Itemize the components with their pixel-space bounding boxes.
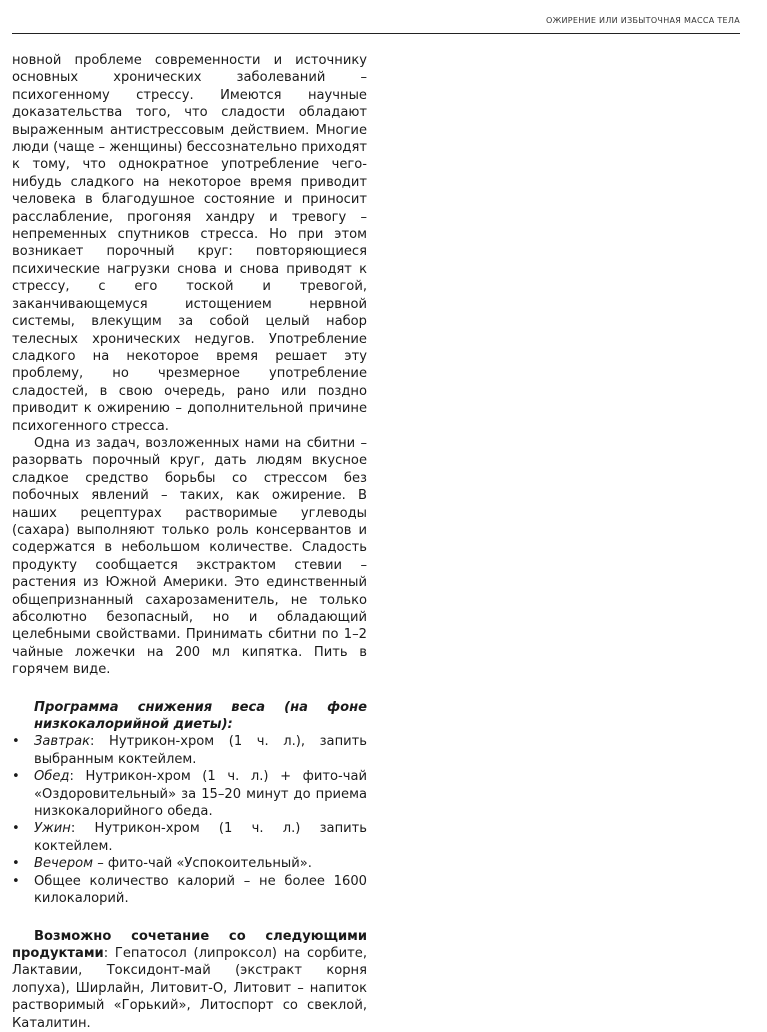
item-label: Вечером	[34, 856, 94, 872]
program-item-breakfast	[12, 733, 367, 768]
text-column	[12, 52, 367, 1032]
header-rule	[12, 33, 740, 34]
item-label: Завтрак	[34, 734, 91, 750]
running-head: ОЖИРЕНИЕ ИЛИ ИЗБЫТОЧНАЯ МАССА ТЕЛА	[545, 16, 740, 25]
combination-title: Возможно сочетание со следующими продуктами	[12, 928, 367, 961]
program-title: Программа снижения веса (на фоне низкокалорийной диеты):	[34, 699, 367, 733]
item-text: Общее количество калорий – не более 1600 килокалорий.	[34, 873, 367, 907]
item-label: Обед	[34, 769, 70, 785]
item-label: Ужин	[34, 821, 71, 837]
program-item-calories	[12, 873, 367, 908]
item-text: : Нутрикон-хром (1 ч. л.) запить коктейлем.	[34, 821, 367, 854]
item-text: : Нутрикон-хром (1 ч. л.), запить выбранным коктейлем.	[34, 734, 367, 767]
spacer	[12, 908, 367, 928]
combination-paragraph	[12, 928, 367, 1032]
item-text: : Нутрикон-хром (1 ч. л.) + фито-чай «Оздоровительный» за 15–20 минут до приема низкокалорийного обеда.	[34, 769, 367, 820]
item-text: – фито-чай «Успокоительный».	[93, 856, 312, 872]
combination-text: : Гепатосол (липроксол) на сорбите, Лактавии, Токсидонт-май (экстракт корня лопуха), Ширлайн, Литовит-О, Литовит – напиток растворимый «Горький», Литоспорт со свеклой, Каталитин.	[12, 945, 367, 1031]
program-list	[12, 733, 367, 907]
spacer	[12, 679, 367, 699]
program-item-dinner	[12, 820, 367, 855]
paragraph-1: новной проблеме современности и источнику основных хронических заболеваний – психогенному стрессу. Имеются научные доказательства того, что сладости обладают выраженным антистрессовым действием. Многие люди (чаще – женщины) бессознательно приходят к тому, что однократное употребление чего-нибудь сладкого на некоторое время приводит человека в благодушное состояние и приносит расслабление, прогоняя хандру и тревогу – непременных спутников стресса. Но при этом возникает порочный круг: повторяющиеся психические нагрузки снова и снова приводят к стрессу, с его тоской и тревогой, заканчивающемуся истощением нервной системы, влекущим за собой целый набор телесных хронических недугов. Употребление сладкого на некоторое время решает эту проблему, но чрезмерное употребление сладостей, в свою очередь, рано или поздно приводит к ожирению – дополнительной причине психогенного стресса.	[12, 53, 367, 434]
program-item-evening	[12, 855, 367, 872]
program-item-lunch	[12, 768, 367, 820]
paragraph-2: Одна из задач, возложенных нами на сбитни – разорвать порочный круг, дать людям вкусное сладкое средство борьбы со стрессом без побочных явлений – таких, как ожирение. В наших рецептурах растворимые углеводы (сахара) выполняют только роль консервантов и содержатся в небольшом количестве. Сладость продукту сообщается экстрактом стевии – растения из Южной Америки. Это единственный общепризнанный сахарозаменитель, не только абсолютно безопасный, но и обладающий целебными свойствами. Принимать сбитни по 1–2 чайные ложечки на 200 мл кипятка. Пить в горячем виде.	[12, 435, 367, 678]
